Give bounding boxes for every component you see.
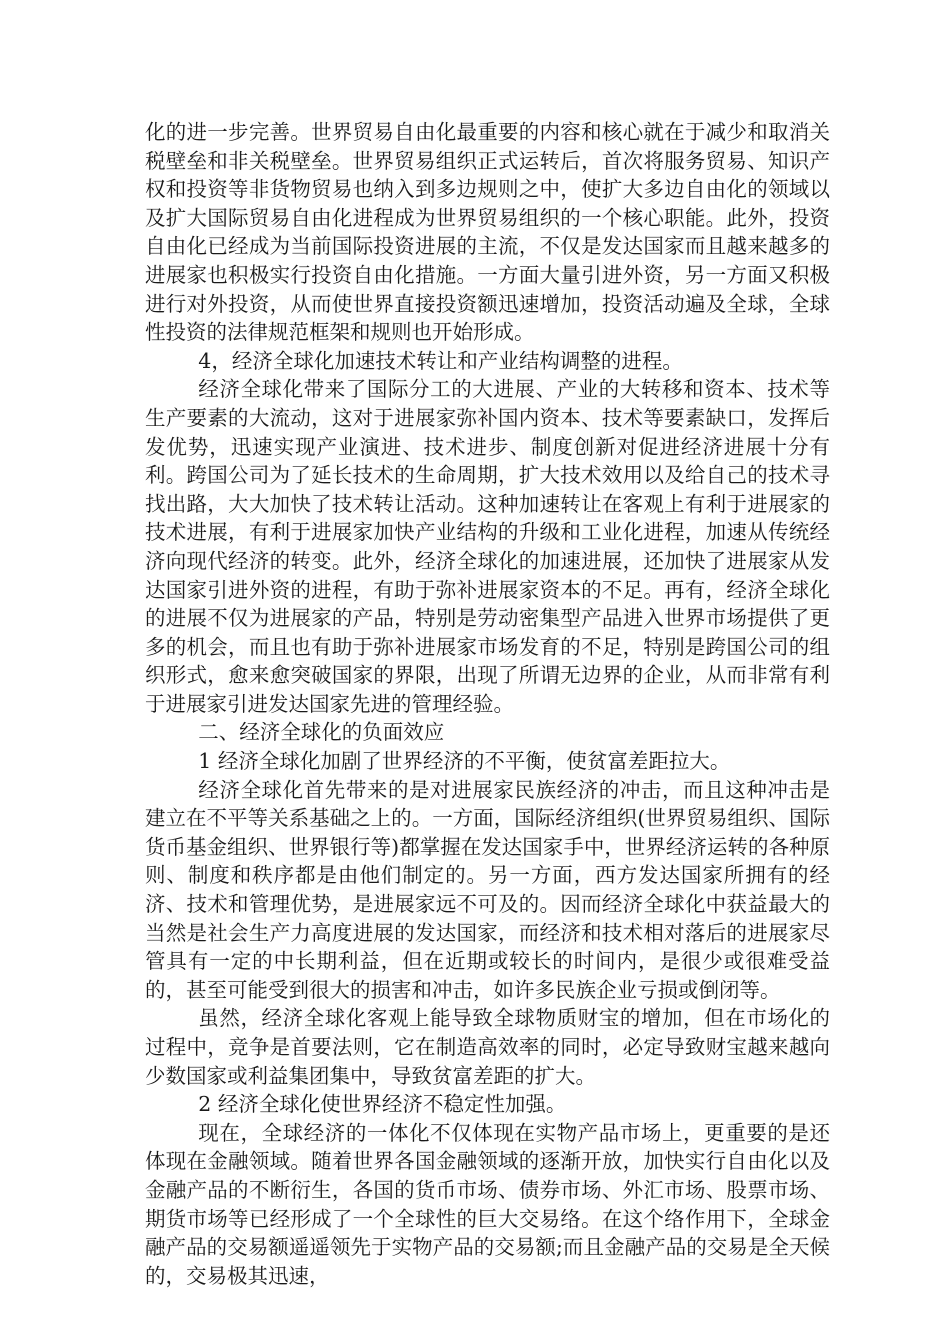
- document-body: [145, 118, 830, 1290]
- paragraph: 经济全球化带来了国际分工的大进展、产业的大转移和资本、技术等生产要素的大流动，这对于进展家弥补国内资本、技术等要素缺口，发挥后发优势，迅速实现产业演进、技术进步、制度创新对促进经济进展十分有利。跨国公司为了延长技术的生命周期，扩大技术效用以及给自己的技术寻找出路，大大加快了技术转让活动。这种加速转让在客观上有利于进展家的技术进展，有利于进展家加快产业结构的升级和工业化进程，加速从传统经济向现代经济的转变。此外，经济全球化的加速进展，还加快了进展家从发达国家引进外资的进程，有助于弥补进展家资本的不足。再有，经济全球化的进展不仅为进展家的产品，特别是劳动密集型产品进入世界市场提供了更多的机会，而且也有助于弥补进展家市场发育的不足，特别是跨国公司的组织形式，愈来愈突破国家的界限，出现了所谓无边界的企业，从而非常有利于进展家引进发达国家先进的管理经验。: [145, 377, 830, 716]
- paragraph: 现在，全球经济的一体化不仅体现在实物产品市场上，更重要的是还体现在金融领域。随着世界各国金融领域的逐渐开放，加快实行自由化以及金融产品的不断衍生，各国的货币市场、债券市场、外汇市场、股票市场、期货市场等已经形成了一个全球性的巨大交易络。在这个络作用下，全球金融产品的交易额遥遥领先于实物产品的交易额;而且金融产品的交易是全天候的，交易极其迅速，: [145, 1120, 830, 1288]
- chapter-heading-negative-effects: 二、经济全球化的负面效应: [198, 720, 445, 745]
- section-heading-4: 4，经济全球化加速技术转让和产业结构调整的进程。: [198, 348, 683, 373]
- paragraph-continuation: 化的进一步完善。世界贸易自由化最重要的内容和核心就在于减少和取消关税壁垒和非关税壁垒。世界贸易组织正式运转后，首次将服务贸易、知识产权和投资等非货物贸易也纳入到多边规则之中，使扩大多边自由化的领域以及扩大国际贸易自由化进程成为世界贸易组织的一个核心职能。此外，投资自由化已经成为当前国际投资进展的主流，不仅是发达国家而且越来越多的进展家也积极实行投资自由化措施。一方面大量引进外资，另一方面又积极进行对外投资，从而使世界直接投资额迅速增加，投资活动遍及全球，全球性投资的法律规范框架和规则也开始形成。: [145, 120, 830, 345]
- section-heading-2: 2 经济全球化使世界经济不稳定性加强。: [198, 1092, 567, 1117]
- paragraph: 虽然，经济全球化客观上能导致全球物质财宝的增加，但在市场化的过程中，竞争是首要法则，它在制造高效率的同时，必定导致财宝越来越向少数国家或利益集团集中，导致贫富差距的扩大。: [145, 1006, 830, 1088]
- section-heading-1: 1 经济全球化加剧了世界经济的不平衡，使贫富差距拉大。: [198, 749, 731, 774]
- paragraph: 经济全球化首先带来的是对进展家民族经济的冲击，而且这种冲击是建立在不平等关系基础之上的。一方面，国际经济组织(世界贸易组织、国际货币基金组织、世界银行等)都掌握在发达国家手中，世界经济运转的各种原则、制度和秩序都是由他们制定的。另一方面，西方发达国家所拥有的经济、技术和管理优势，是进展家远不可及的。因而经济全球化中获益最大的当然是社会生产力高度进展的发达国家，而经济和技术相对落后的进展家尽管具有一定的中长期利益，但在近期或较长的时间内，是很少或很难受益的，甚至可能受到很大的损害和冲击，如许多民族企业亏损或倒闭等。: [145, 777, 830, 1002]
